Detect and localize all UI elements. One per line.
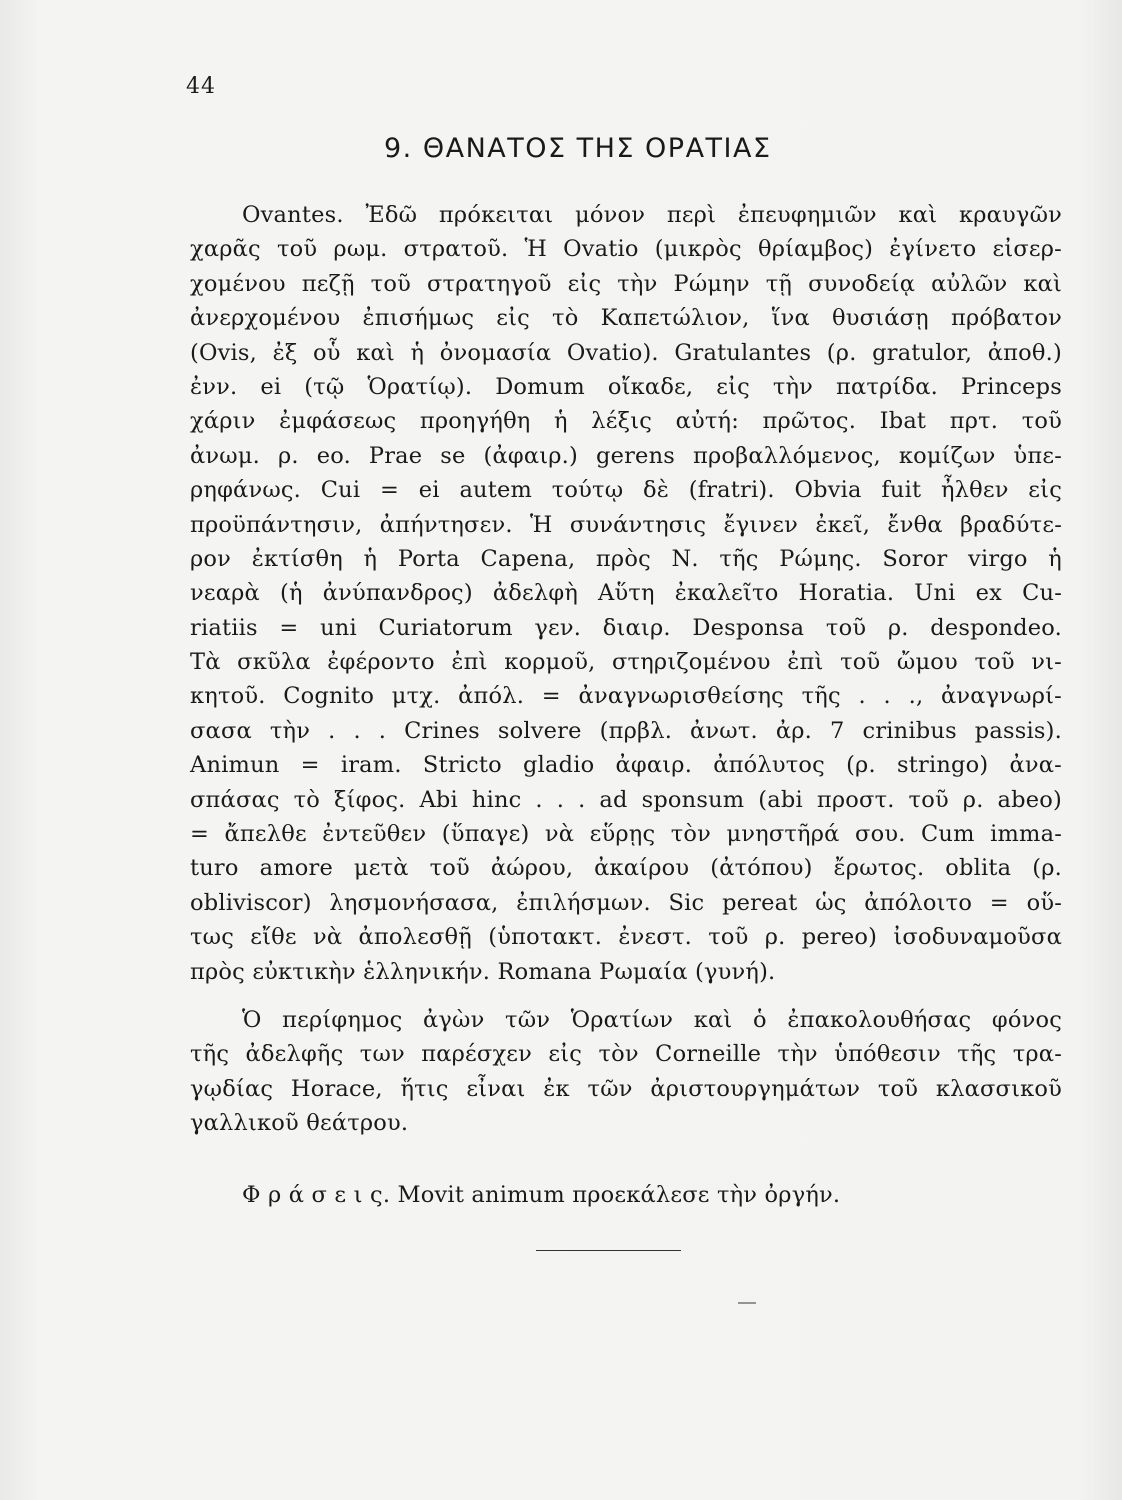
- text-line: ἀνερχομένου ἐπισήμως εἰς τὸ Καπετώλιον, ἵνα θυσιάσῃ πρόβατον: [190, 305, 1062, 332]
- text-line: ἀνωμ. ρ. eo. Prae se (ἀφαιρ.) gerens προβαλλόμενος, κομίζων ὑπε-: [190, 442, 1062, 469]
- text-line: προϋπάντησιν, ἀπήντησεν. Ἡ συνάντησις ἔγινεν ἐκεῖ, ἔνθα βραδύτε-: [190, 511, 1062, 538]
- text-line: πρὸς εὐκτικὴν ἑλληνικήν. Romana Ρωμαία (γυνή).: [190, 958, 776, 985]
- text-line: ρον ἐκτίσθη ἡ Porta Capena, πρὸς Ν. τῆς Ρώμης. Soror virgo ἡ: [190, 545, 1062, 572]
- text-line: Ὁ περίφημος ἀγὼν τῶν Ὁρατίων καὶ ὁ ἐπακολουθήσας φόνος: [242, 1007, 1062, 1033]
- text-line: νεαρὰ (ἡ ἀνύπανδρος) ἀδελφὴ Αὕτη ἐκαλεῖτο Horatia. Uni ex Cu-: [190, 580, 1062, 607]
- text-line: = ἄπελθε ἐντεῦθεν (ὕπαγε) νὰ εὕρῃς τὸν μνηστῆρά σου. Cum imma-: [190, 821, 1062, 848]
- text-line: ἐνν. ei (τῷ Ὁρατίῳ). Domum οἴκαδε, εἰς τὴν πατρίδα. Princeps: [190, 373, 1062, 400]
- text-line: Animun = iram. Stricto gladio ἀφαιρ. ἀπόλυτος (ρ. stringo) ἀνα-: [190, 752, 1062, 779]
- text-line: χάριν ἐμφάσεως προηγήθη ἡ λέξις αὐτή: πρῶτος. Ibat πρτ. τοῦ: [190, 408, 1062, 435]
- text-line: χομένου πεζῇ τοῦ στρατηγοῦ εἰς τὴν Ρώμην τῇ συνοδείᾳ αὐλῶν καὶ: [190, 270, 1062, 297]
- text-line: τῆς ἀδελφῆς των παρέσχεν εἰς τὸν Corneille τὴν ὑπόθεσιν τῆς τρα-: [190, 1041, 1062, 1068]
- chapter-title: 9. ΘΑΝΑΤΟΣ ΤΗΣ ΟΡΑΤΙΑΣ: [384, 133, 772, 164]
- section-divider: [536, 1250, 681, 1251]
- note-paragraph: [190, 1003, 1062, 1141]
- text-line: (Ovis, ἐξ οὗ καὶ ἡ ὀνομασία Ovatio). Gratulantes (ρ. gratulor, ἀποθ.): [190, 339, 1062, 366]
- text-line: ρηφάνως. Cui = ei autem τούτῳ δὲ (fratri). Obvia fuit ἦλθεν εἰς: [190, 477, 1062, 504]
- text-line: turo amore μετὰ τοῦ ἀώρου, ἀκαίρου (ἀτόπου) ἔρωτος. oblita (ρ.: [190, 855, 1062, 882]
- text-line: σασα τὴν . . . Crines solvere (πρβλ. ἀνωτ. ἀρ. 7 crinibus passis).: [190, 717, 1062, 744]
- text-line: χαρᾶς τοῦ ρωμ. στρατοῦ. Ἡ Ovatio (μικρὸς θρίαμβος) ἐγίνετο εἰσερ-: [190, 236, 1062, 263]
- text-line: obliviscor) λησμονήσασα, ἐπιλήσμων. Sic pereat ὡς ἀπόλοιτο = οὕ-: [190, 889, 1062, 916]
- text-line: Φ ρ ά σ ε ι ς. Movit animum προεκάλεσε τὴν ὀργήν.: [242, 1182, 841, 1208]
- text-line: riatiis = uni Curiatorum γεν. διαιρ. Desponsa τοῦ ρ. despondeo.: [190, 614, 1062, 641]
- text-line: Τὰ σκῦλα ἐφέροντο ἐπὶ κορμοῦ, στηριζομένου ἐπὶ τοῦ ὤμου τοῦ νι-: [190, 649, 1062, 676]
- text-line: κητοῦ. Cognito μτχ. ἀπόλ. = ἀναγνωρισθείσης τῆς . . ., ἀναγνωρί-: [190, 683, 1062, 710]
- text-line: τως εἴθε νὰ ἀπολεσθῇ (ὑποτακτ. ἐνεστ. τοῦ ρ. pereo) ἰσοδυναμοῦσα: [190, 924, 1062, 951]
- text-line: Ovantes. Ἐδῶ πρόκειται μόνον περὶ ἐπευφημιῶν καὶ κραυγῶν: [242, 202, 1062, 228]
- commentary-paragraph: [190, 198, 1062, 989]
- text-line: σπάσας τὸ ξίφος. Abi hinc . . . ad sponsum (abi προστ. τοῦ ρ. abeo): [190, 786, 1062, 813]
- text-line: γῳδίας Horace, ἥτις εἶναι ἐκ τῶν ἀριστουργημάτων τοῦ κλασσικοῦ: [190, 1075, 1062, 1102]
- text-line: γαλλικοῦ θεάτρου.: [190, 1110, 409, 1137]
- print-speck: [738, 1302, 756, 1304]
- phrases-paragraph: [190, 1178, 1062, 1212]
- page-number: 44: [186, 74, 216, 99]
